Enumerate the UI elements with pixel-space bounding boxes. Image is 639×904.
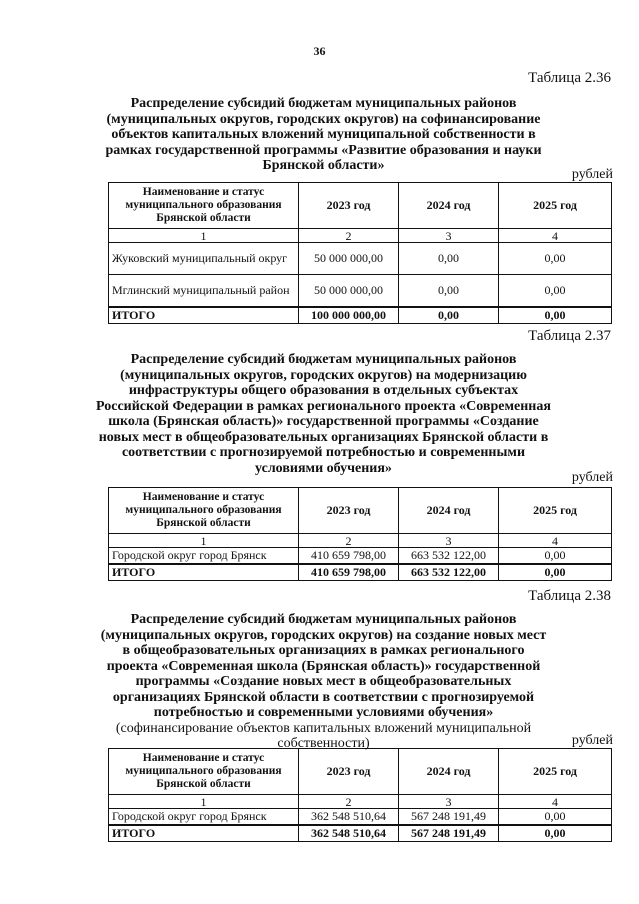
table-title-bold: Распределение субсидий бюджетам муниципальных районов (муниципальных округов, городских округов) на создание новых мест в общеобразовательных организациях в рамках регионального проекта «Современная школа (Брянская область)» государственной программы «Создание новых мест в общеобразовательных организациях Брянской области в соответствии с прогнозируемой потребностью и современными условиями обучения» bbox=[100, 612, 547, 720]
header-2024: 2024 год bbox=[399, 488, 499, 534]
total-label: ИТОГО bbox=[109, 307, 299, 324]
total-2025: 0,00 bbox=[499, 825, 612, 842]
row-name: Мглинский муниципальный район bbox=[109, 275, 299, 307]
total-2024: 0,00 bbox=[399, 307, 499, 324]
table-title: Распределение субсидий бюджетам муниципальных районов (муниципальных округов, городских округов) на модернизацию инфраструктуры общего образования в отдельных субъектах Российской Федерации в рамках регионального проекта «Современная школа (Брянская область)» государственной программы «Создание новых мест в общеобразовательных организациях Брянской области в соответствии с прогнозируемой потребностью и современными условиями обучения» bbox=[96, 352, 551, 476]
total-row bbox=[109, 307, 612, 324]
col-num: 3 bbox=[399, 229, 499, 243]
table-row bbox=[109, 243, 612, 275]
header-2025: 2025 год bbox=[499, 749, 612, 795]
row-value-2025: 0,00 bbox=[499, 809, 612, 826]
table-2-38 bbox=[108, 748, 612, 842]
header-2025: 2025 год bbox=[499, 488, 612, 534]
table-title: Распределение субсидий бюджетам муниципальных районов (муниципальных округов, городских округов) на софинансирование объектов капитальных вложений муниципальной собственности в рамках государственной программы «Развитие образования и науки Брянской области» bbox=[105, 96, 542, 173]
col-num: 4 bbox=[499, 534, 612, 548]
total-2023: 362 548 510,64 bbox=[299, 825, 399, 842]
col-num: 1 bbox=[109, 534, 299, 548]
row-name: Городской округ город Брянск bbox=[109, 548, 299, 565]
col-num: 1 bbox=[109, 229, 299, 243]
table-row bbox=[109, 548, 612, 565]
row-value-2024: 663 532 122,00 bbox=[399, 548, 499, 565]
total-2023: 410 659 798,00 bbox=[299, 564, 399, 581]
row-value-2024: 567 248 191,49 bbox=[399, 809, 499, 826]
table-title bbox=[96, 612, 551, 752]
total-2024: 567 248 191,49 bbox=[399, 825, 499, 842]
col-num: 2 bbox=[299, 795, 399, 809]
page-number: 36 bbox=[313, 44, 326, 58]
total-row bbox=[109, 564, 612, 581]
col-num: 3 bbox=[399, 795, 499, 809]
header-2023: 2023 год bbox=[299, 183, 399, 229]
row-name: Городской округ город Брянск bbox=[109, 809, 299, 826]
table-label: Таблица 2.37 bbox=[528, 328, 611, 344]
header-name: Наименование и статус муниципального образования Брянской области bbox=[109, 488, 299, 534]
row-value-2024: 0,00 bbox=[399, 243, 499, 275]
header-2025: 2025 год bbox=[499, 183, 612, 229]
col-num: 2 bbox=[299, 534, 399, 548]
col-num: 4 bbox=[499, 795, 612, 809]
header-2024: 2024 год bbox=[399, 183, 499, 229]
row-value-2024: 0,00 bbox=[399, 275, 499, 307]
total-2025: 0,00 bbox=[499, 564, 612, 581]
row-value-2025: 0,00 bbox=[499, 243, 612, 275]
row-value-2025: 0,00 bbox=[499, 275, 612, 307]
header-2023: 2023 год bbox=[299, 488, 399, 534]
row-value-2023: 50 000 000,00 bbox=[299, 243, 399, 275]
total-2023: 100 000 000,00 bbox=[299, 307, 399, 324]
total-2024: 663 532 122,00 bbox=[399, 564, 499, 581]
total-label: ИТОГО bbox=[109, 564, 299, 581]
table-row bbox=[109, 809, 612, 826]
row-value-2023: 362 548 510,64 bbox=[299, 809, 399, 826]
table-2-37 bbox=[108, 487, 612, 581]
row-value-2025: 0,00 bbox=[499, 548, 612, 565]
row-value-2023: 410 659 798,00 bbox=[299, 548, 399, 565]
table-label: Таблица 2.36 bbox=[528, 70, 611, 86]
total-2025: 0,00 bbox=[499, 307, 612, 324]
unit-label: рублей bbox=[571, 733, 613, 748]
total-label: ИТОГО bbox=[109, 825, 299, 842]
col-num: 2 bbox=[299, 229, 399, 243]
col-num: 4 bbox=[499, 229, 612, 243]
row-name: Жуковский муниципальный округ bbox=[109, 243, 299, 275]
header-2023: 2023 год bbox=[299, 749, 399, 795]
header-name: Наименование и статус муниципального образования Брянской области bbox=[109, 749, 299, 795]
unit-label: рублей bbox=[571, 470, 613, 485]
unit-label: рублей bbox=[571, 167, 613, 182]
total-row bbox=[109, 825, 612, 842]
col-num: 1 bbox=[109, 795, 299, 809]
table-row bbox=[109, 275, 612, 307]
table-2-36 bbox=[108, 182, 612, 324]
table-title-normal: (софинансирование объектов капитальных вложений муниципальной собственности) bbox=[115, 720, 532, 751]
table-label: Таблица 2.38 bbox=[528, 588, 611, 604]
col-num: 3 bbox=[399, 534, 499, 548]
header-2024: 2024 год bbox=[399, 749, 499, 795]
header-name: Наименование и статус муниципального образования Брянской области bbox=[109, 183, 299, 229]
row-value-2023: 50 000 000,00 bbox=[299, 275, 399, 307]
